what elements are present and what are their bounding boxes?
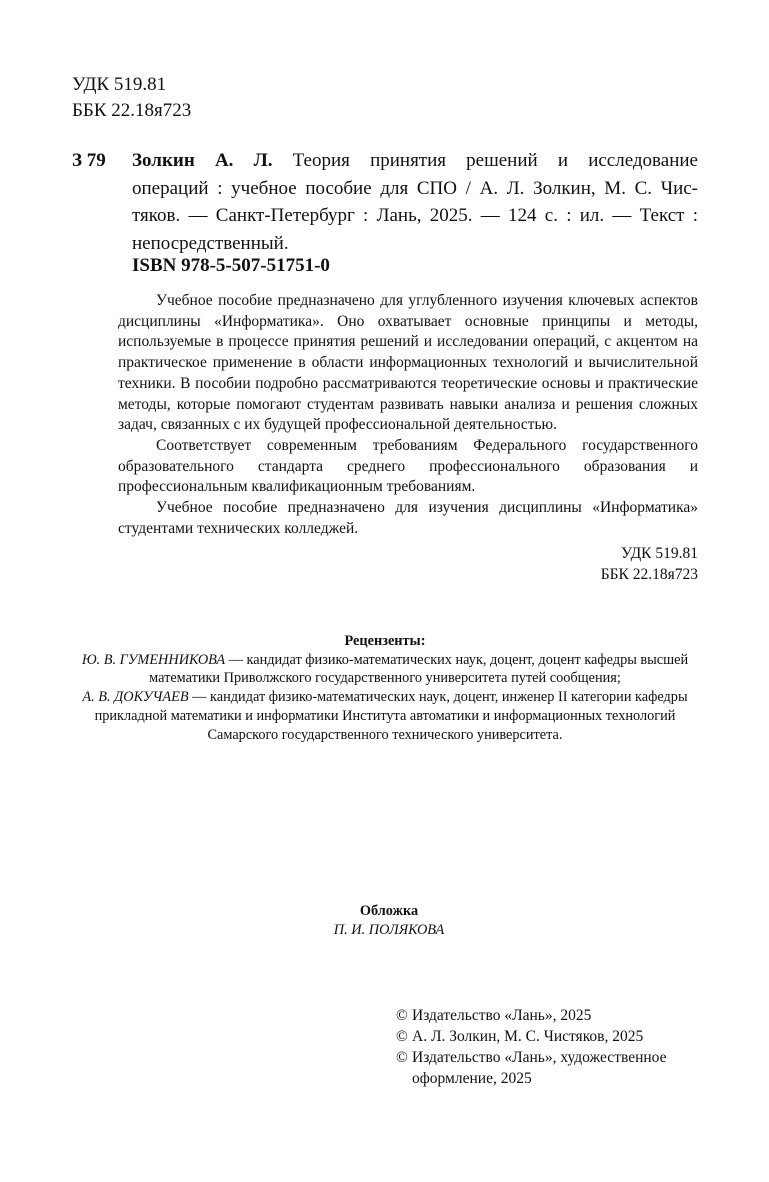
abstract (118, 291, 698, 539)
cover-credit (200, 902, 578, 939)
header-classification-codes (72, 72, 191, 124)
entry-title: Теория принятия решений и исследование (292, 150, 698, 171)
copyright-text: Издательство «Лань», художественное оформление, 2025 (412, 1049, 667, 1087)
reviewer-1 (80, 651, 690, 688)
reviewers-heading: Рецензенты: (344, 633, 426, 649)
copyright-block (396, 1005, 706, 1089)
copyright-text: А. Л. Золкин, М. С. Чистяков, 2025 (412, 1028, 644, 1045)
copyright-text: Издательство «Лань», 2025 (412, 1007, 592, 1024)
reviewer-1-description: — кандидат физико-математических наук, доцент, доцент кафедры высшей математики Приволжского государственного университета путей сообщения; (149, 651, 689, 687)
reviewer-1-name: Ю. В. ГУМЕННИКОВА (81, 651, 226, 668)
copyright-icon: © (396, 1007, 408, 1024)
abstract-paragraph-3: Учебное пособие предназначено для изучения дисциплины «Информатика» студентами технических колледжей. (118, 499, 698, 537)
abstract-paragraph-1: Учебное пособие предназначено для углубленного изучения ключевых аспектов дисциплины «Информатика». Оно охватывает основные принципы и методы, используемые в процессе принятия решений и исследовании операций, с акцентом на практическое применение в области информационных технологий и вычислительной техники. В пособии подробно рассматриваются теоретические основы и практические методы, которые помогают студентам развивать навыки анализа и решения сложных задач, связанных с их будущей профессиональной деятельностью. (118, 292, 698, 434)
entry-author: Золкин А. Л. (132, 150, 273, 171)
bbk-code: ББК 22.18я723 (72, 100, 192, 121)
udk-code: УДК 519.81 (72, 74, 167, 95)
reviewer-2-name: А. В. ДОКУЧАЕВ (82, 689, 189, 706)
bbk-code-right: ББК 22.18я723 (600, 565, 698, 583)
bibliographic-entry (132, 147, 698, 257)
copyright-line (396, 1005, 706, 1026)
entry-line-1 (132, 147, 698, 175)
reviewer-2-description: — кандидат физико-математических наук, доцент, инженер II категории кафедры прикладной математики и информатики Института автоматики и информационных технологий Самарского государственного технического университета. (94, 689, 688, 743)
copyright-line (396, 1026, 706, 1047)
reviewer-2 (80, 688, 690, 744)
entry-line-2: операций : учебное пособие для СПО / А. Л. Золкин, М. С. Чис- (132, 177, 698, 199)
copyright-icon: © (396, 1049, 408, 1066)
entry-line-3: тяков. — Санкт-Петербург : Лань, 2025. — 124 с. : ил. — Текст : (132, 205, 698, 226)
udk-code-right: УДК 519.81 (621, 545, 698, 562)
copyright-line (396, 1047, 706, 1089)
cover-heading: Обложка (359, 903, 419, 919)
copyright-icon: © (396, 1028, 408, 1045)
abstract-paragraph-2: Соответствует современным требованиям Федерального государственного образовательного стандарта среднего профессионального образования и профессиональным квалификационным требованиям. (118, 436, 698, 496)
footer-classification-codes (601, 544, 698, 585)
author-mark: З 79 (72, 150, 106, 171)
entry-line-4: непосредственный. (132, 232, 289, 254)
reviewers-block (80, 632, 690, 744)
cover-designer: П. И. ПОЛЯКОВА (333, 921, 445, 938)
isbn: ISBN 978-5-507-51751-0 (132, 255, 330, 276)
